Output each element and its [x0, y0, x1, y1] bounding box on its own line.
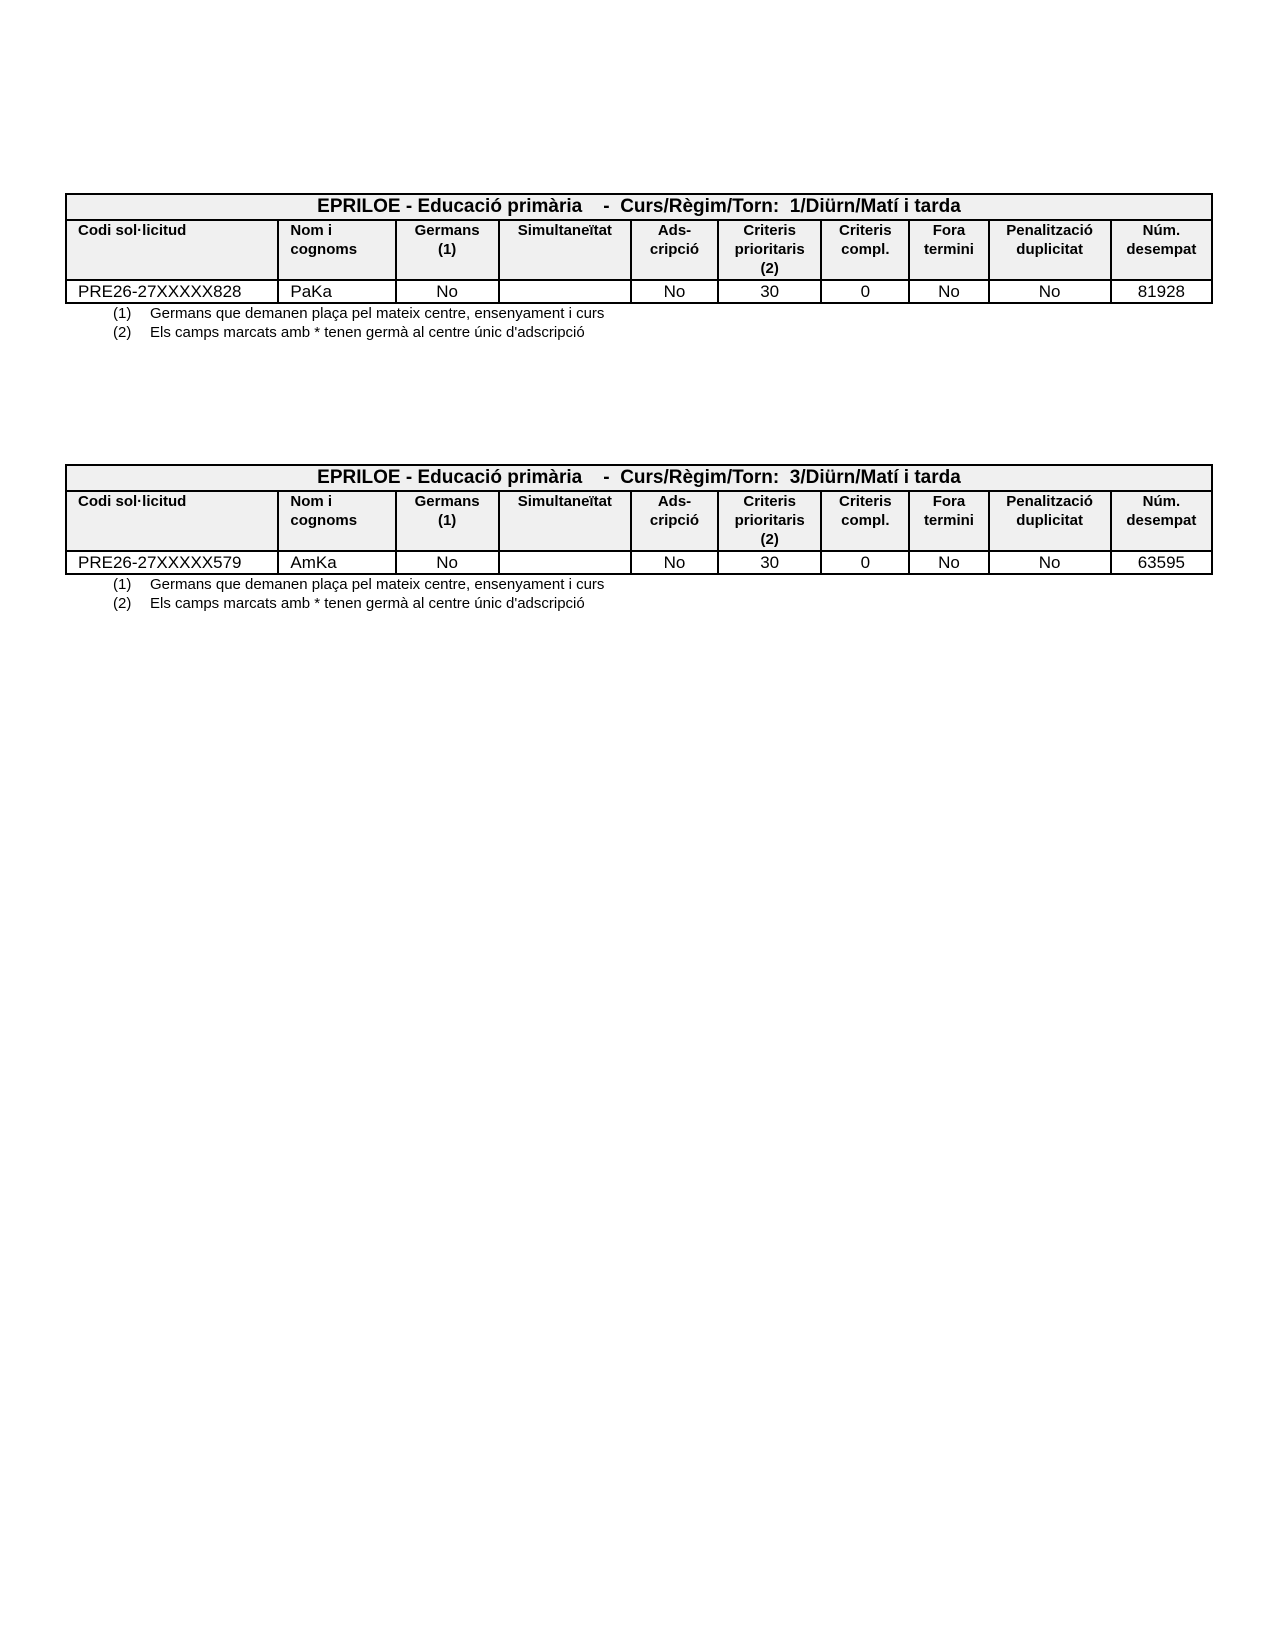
cell-criteris-prioritaris: 30	[718, 551, 821, 574]
cell-criteris-compl: 0	[821, 551, 909, 574]
cell-adscripcio: No	[631, 551, 718, 574]
col-header-num-desempat: Núm. desempat	[1111, 491, 1212, 551]
cell-codi: PRE26-27XXXXX579	[66, 551, 278, 574]
col-header-penalitzacio: Penalització duplicitat	[989, 491, 1111, 551]
cell-penalitzacio: No	[989, 280, 1111, 303]
table-row	[66, 280, 1212, 303]
table-title: EPRILOE - Educació primària - Curs/Règim/Torn: 1/Diürn/Matí i tarda	[66, 194, 1212, 220]
header-row	[66, 491, 1212, 551]
col-header-nom: Nom i cognoms	[278, 220, 395, 280]
col-header-simultaneitat: Simultaneïtat	[499, 491, 631, 551]
admission-table-block-1	[65, 193, 1213, 342]
footnotes	[113, 304, 1213, 342]
cell-simultaneitat	[499, 551, 631, 574]
col-header-num-desempat: Núm. desempat	[1111, 220, 1212, 280]
footnote: (2) Els camps marcats amb * tenen germà al centre únic d'adscripció	[113, 595, 585, 612]
footnote: (1) Germans que demanen plaça pel mateix centre, ensenyament i curs	[113, 576, 605, 593]
cell-criteris-prioritaris: 30	[718, 280, 821, 303]
col-header-fora-termini: Fora termini	[909, 220, 988, 280]
col-header-adscripcio: Ads- cripció	[631, 220, 718, 280]
cell-criteris-compl: 0	[821, 280, 909, 303]
col-header-codi: Codi sol·licitud	[66, 220, 278, 280]
col-header-criteris-compl: Criteris compl.	[821, 220, 909, 280]
cell-penalitzacio: No	[989, 551, 1111, 574]
admission-table	[65, 193, 1213, 304]
table-row	[66, 551, 1212, 574]
cell-num-desempat: 81928	[1111, 280, 1212, 303]
cell-simultaneitat	[499, 280, 631, 303]
cell-germans: No	[396, 280, 499, 303]
cell-num-desempat: 63595	[1111, 551, 1212, 574]
footnotes	[113, 575, 1213, 613]
col-header-codi: Codi sol·licitud	[66, 491, 278, 551]
admission-table-block-2	[65, 464, 1213, 613]
col-header-germans: Germans (1)	[396, 220, 499, 280]
table-title: EPRILOE - Educació primària - Curs/Règim/Torn: 3/Diürn/Matí i tarda	[66, 465, 1212, 491]
cell-adscripcio: No	[631, 280, 718, 303]
col-header-fora-termini: Fora termini	[909, 491, 988, 551]
admission-table	[65, 464, 1213, 575]
col-header-criteris-compl: Criteris compl.	[821, 491, 909, 551]
header-row	[66, 220, 1212, 280]
col-header-criteris-prioritaris: Criteris prioritaris (2)	[718, 491, 821, 551]
cell-fora-termini: No	[909, 551, 988, 574]
footnote: (1) Germans que demanen plaça pel mateix centre, ensenyament i curs	[113, 305, 605, 322]
footnote: (2) Els camps marcats amb * tenen germà al centre únic d'adscripció	[113, 324, 585, 341]
col-header-penalitzacio: Penalització duplicitat	[989, 220, 1111, 280]
cell-nom: AmKa	[278, 551, 395, 574]
cell-codi: PRE26-27XXXXX828	[66, 280, 278, 303]
col-header-adscripcio: Ads- cripció	[631, 491, 718, 551]
col-header-criteris-prioritaris: Criteris prioritaris (2)	[718, 220, 821, 280]
col-header-germans: Germans (1)	[396, 491, 499, 551]
cell-germans: No	[396, 551, 499, 574]
cell-fora-termini: No	[909, 280, 988, 303]
col-header-simultaneitat: Simultaneïtat	[499, 220, 631, 280]
col-header-nom: Nom i cognoms	[278, 491, 395, 551]
cell-nom: PaKa	[278, 280, 395, 303]
